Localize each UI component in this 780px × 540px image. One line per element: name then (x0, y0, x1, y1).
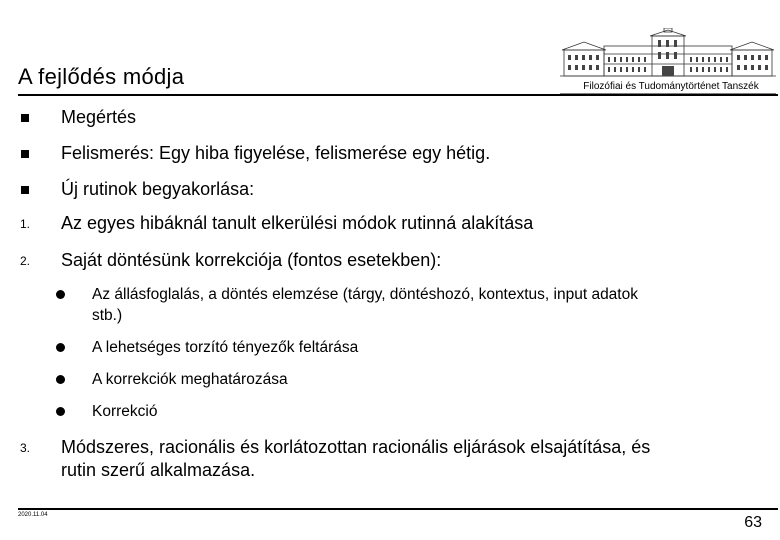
sub-item-line: Az állásfoglalás, a döntés elemzése (tárgy, döntéshozó, kontextus, input adatok (92, 286, 638, 303)
list-item-text: Felismerés: Egy hiba figyelése, felismerése egy hétig. (61, 143, 491, 163)
sub-item-line: stb.) (92, 307, 123, 324)
sub-item-text: A korrekciók meghatározása (92, 371, 288, 388)
footer-date: 2020.11.04 (18, 512, 48, 518)
list-item-text: Az egyes hibáknál tanult elkerülési módok rutinná alakítása (61, 213, 534, 233)
logo-caption: Filozófiai és Tudománytörténet Tanszék (583, 81, 759, 92)
list-item-text: Saját döntésünk korrekciója (fontos esetekben): (61, 250, 442, 270)
list-item-text (61, 436, 650, 482)
list-item-text: Megértés (61, 107, 137, 127)
title-divider (18, 94, 778, 96)
list-item-number: 2. (20, 254, 31, 268)
list-item-line: Módszeres, racionális és korlátozottan racionális eljárások elsajátítása, és (61, 437, 651, 457)
page-number: 63 (744, 514, 762, 531)
footer-divider (18, 508, 778, 510)
list-item-text: Új rutinok begyakorlása: (61, 179, 255, 199)
round-bullet-icon (56, 290, 65, 299)
list-item-number: 1. (20, 217, 31, 231)
sub-item-text: Korrekció (92, 403, 158, 420)
round-bullet-icon (56, 343, 65, 352)
round-bullet-icon (56, 375, 65, 384)
sub-item-text: A lehetséges torzító tényezők feltárása (92, 339, 359, 356)
slide-title: A fejlődés módja (18, 64, 185, 89)
round-bullet-icon (56, 407, 65, 416)
list-item-line: rutin szerű alkalmazása. (61, 460, 256, 480)
list-item-number: 3. (20, 441, 31, 455)
square-bullet-icon (21, 114, 29, 122)
sub-item-text (92, 284, 638, 326)
square-bullet-icon (21, 186, 29, 194)
square-bullet-icon (21, 150, 29, 158)
